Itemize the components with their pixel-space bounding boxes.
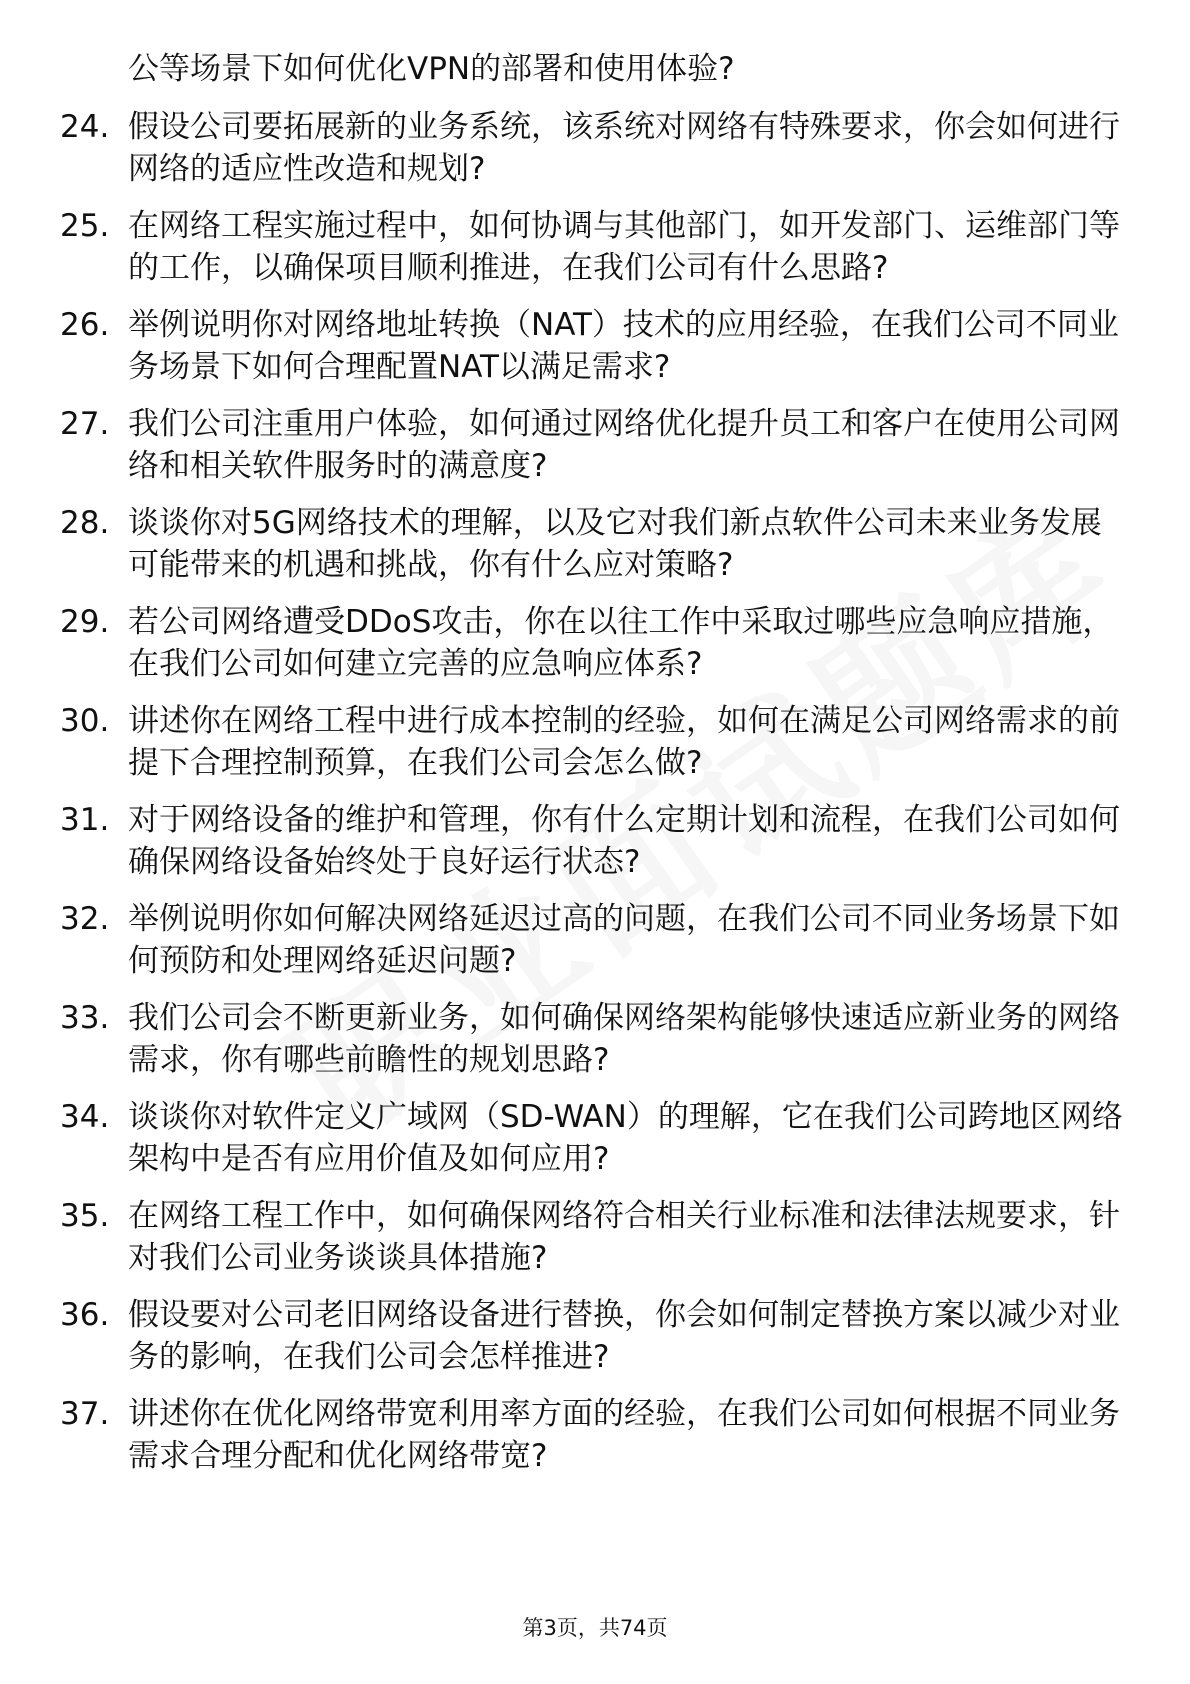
question-item	[60, 1393, 1130, 1477]
question-number: 36.	[60, 1297, 110, 1333]
question-text: 我们公司注重用户体验，如何通过网络优化提升员工和客户在使用公司网络和相关软件服务时的满意度?	[128, 406, 1120, 484]
question-item	[60, 304, 1130, 388]
question-number: 28.	[60, 505, 110, 541]
question-text: 对于网络设备的维护和管理，你有什么定期计划和流程，在我们公司如何确保网络设备始终处于良好运行状态?	[128, 802, 1120, 880]
question-number: 26.	[60, 307, 110, 343]
question-item	[60, 1096, 1130, 1180]
question-list	[60, 48, 1130, 1492]
question-number: 25.	[60, 208, 110, 244]
question-text: 我们公司会不断更新业务，如何确保网络架构能够快速适应新业务的网络需求，你有哪些前瞻性的规划思路?	[128, 1000, 1120, 1078]
page-footer: 第3页，共74页	[522, 1616, 668, 1640]
question-item	[60, 700, 1130, 784]
question-item	[60, 502, 1130, 586]
question-item	[60, 1195, 1130, 1279]
question-number: 29.	[60, 604, 110, 640]
question-text: 举例说明你如何解决网络延迟过高的问题，在我们公司不同业务场景下如何预防和处理网络延迟问题?	[128, 901, 1120, 979]
continuation-text: 公等场景下如何优化VPN的部署和使用体验?	[128, 51, 735, 87]
question-text: 举例说明你对网络地址转换（NAT）技术的应用经验，在我们公司不同业务场景下如何合理配置NAT以满足需求?	[128, 307, 1119, 385]
question-text: 谈谈你对5G网络技术的理解，以及它对我们新点软件公司未来业务发展可能带来的机遇和挑战，你有什么应对策略?	[128, 505, 1102, 583]
question-text: 讲述你在优化网络带宽利用率方面的经验，在我们公司如何根据不同业务需求合理分配和优化网络带宽?	[128, 1396, 1120, 1474]
question-text: 若公司网络遭受DDoS攻击，你在以往工作中采取过哪些应急响应措施，在我们公司如何建立完善的应急响应体系?	[128, 604, 1114, 682]
question-item	[60, 898, 1130, 982]
question-number: 24.	[60, 109, 110, 145]
question-number: 33.	[60, 1000, 110, 1036]
question-number: 30.	[60, 703, 110, 739]
question-text: 假设要对公司老旧网络设备进行替换，你会如何制定替换方案以减少对业务的影响，在我们公司会怎样推进?	[128, 1297, 1120, 1375]
question-number: 31.	[60, 802, 110, 838]
question-item	[60, 601, 1130, 685]
question-text: 在网络工程实施过程中，如何协调与其他部门，如开发部门、运维部门等的工作，以确保项目顺利推进，在我们公司有什么思路?	[128, 208, 1120, 286]
question-text: 在网络工程工作中，如何确保网络符合相关行业标准和法律法规要求，针对我们公司业务谈谈具体措施?	[128, 1198, 1120, 1276]
question-item	[60, 106, 1130, 190]
question-number: 34.	[60, 1099, 110, 1135]
question-text: 假设公司要拓展新的业务系统，该系统对网络有特殊要求，你会如何进行网络的适应性改造和规划?	[128, 109, 1120, 187]
question-number: 27.	[60, 406, 110, 442]
question-item	[60, 403, 1130, 487]
question-text: 谈谈你对软件定义广域网（SD-WAN）的理解，它在我们公司跨地区网络架构中是否有应用价值及如何应用?	[128, 1099, 1123, 1177]
question-number: 37.	[60, 1396, 110, 1432]
question-item	[60, 997, 1130, 1081]
question-number: 35.	[60, 1198, 110, 1234]
question-item	[60, 205, 1130, 289]
question-item	[60, 1294, 1130, 1378]
question-item	[60, 799, 1130, 883]
question-number: 32.	[60, 901, 110, 937]
question-text: 讲述你在网络工程中进行成本控制的经验，如何在满足公司网络需求的前提下合理控制预算，在我们公司会怎么做?	[128, 703, 1120, 781]
